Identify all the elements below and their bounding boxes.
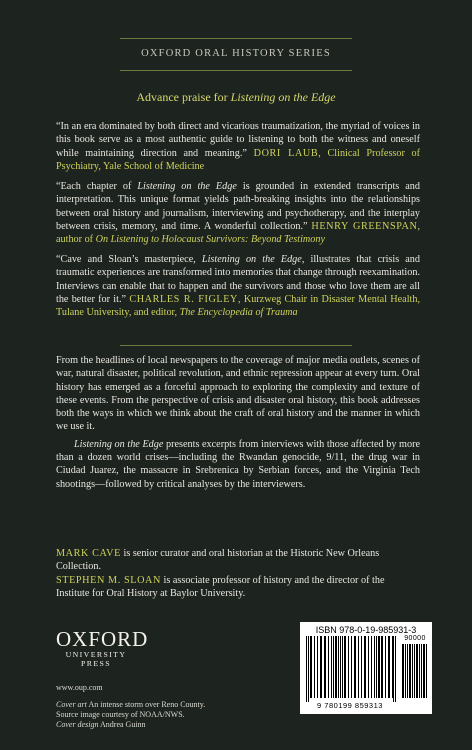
top-rule <box>120 38 352 39</box>
quote-3-text-b: , illustrates that crisis and traumatic experiences are transformed into memories that change through reexamination. Interviews can enable that to happen and the survivors and those who love them are all the better for it.” <box>56 254 420 305</box>
series-title: OXFORD ORAL HISTORY SERIES <box>141 48 331 59</box>
publisher-subtitle: UNIVERSITY PRESS <box>65 650 127 668</box>
book-description <box>56 354 420 491</box>
quote-2-text-a: “Each chapter of <box>56 181 138 192</box>
quote-1-affiliation: , Clinical Professor of Psychiatry, Yale School of Medicine <box>56 147 420 172</box>
description-para-2-text: presents excerpts from interviews with those affected by more than a dozen world crises—including the Rwandan genocide, 9/11, the drug war in Ciudad Juarez, the massacre in Srebrenica by Serbian forces, and the Virginia Tech shootings—followed by critical analyses by the interviewers. <box>56 438 420 490</box>
cover-source-text: Source image courtesy of NOAA/NWS. <box>56 710 185 720</box>
publisher-name: OXFORD <box>56 627 149 651</box>
quote-2-text-b: is grounded in extended transcripts and interpretation. This unique format yields path-breaking insights into the relationships between oral history and journalism, interviewing and psychotherapy, and the interplay between crisis, memory, and time. A wonderful collection.” <box>56 181 420 232</box>
advance-praise-heading <box>0 90 472 105</box>
description-para-2-title: Listening on the Edge <box>74 438 164 450</box>
cover-art-text: An intense storm over Reno County. <box>86 700 206 709</box>
bio-2-name: STEPHEN M. SLOAN <box>56 574 161 586</box>
praise-quote-3 <box>56 253 420 319</box>
quote-3-affiliation: , Kurzweg Chair in Disaster Mental Health, Tulane University, and editor, <box>56 293 421 319</box>
quote-2-affiliation: , author of <box>56 220 421 246</box>
isbn-number: ISBN 978-0-19-985931-3 <box>315 625 417 635</box>
quote-3-title: Listening on the Edge <box>201 254 302 265</box>
quote-2-title: Listening on the Edge <box>137 181 237 192</box>
bio-2-text: is associate professor of history and the director of the Institute for Oral History at Baylor University. <box>56 574 385 599</box>
cover-art-label: Cover art <box>56 700 87 709</box>
cover-credits <box>56 700 296 731</box>
publisher-url[interactable]: www.oup.com <box>56 683 103 692</box>
author-bios <box>56 547 420 600</box>
price-code: 90000 <box>404 635 426 642</box>
praise-rule <box>120 345 352 346</box>
advance-prefix: Advance praise for <box>136 90 231 104</box>
quote-2-author: HENRY GREENSPAN <box>311 220 418 232</box>
praise-quote-2 <box>56 180 420 246</box>
cover-design-text: Andrea Guinn <box>98 720 146 730</box>
quote-2-affiliation-title: On Listening to Holocaust Survivors: Beyond Testimony <box>95 234 326 246</box>
bio-1-name: MARK CAVE <box>56 548 121 559</box>
cover-design-label: Cover design <box>56 720 99 730</box>
quote-1-author: DORI LAUB <box>253 147 319 159</box>
bio-1-text: is senior curator and oral historian at the Historic New Orleans Collection. <box>56 548 380 573</box>
barcode-digits: 9 780199 859313 <box>317 701 383 710</box>
quote-1-text: “In an era dominated by both direct and vicarious traumatization, the myriad of voices in this book serve as a most authentic guide to listening to both the witness and oneself while maintaining direction and meaning.” <box>56 121 420 159</box>
bio-mark-cave <box>56 547 420 574</box>
isbn-barcode <box>300 622 432 714</box>
description-para-1: From the headlines of local newspapers to the coverage of major media outlets, scenes of war, natural disaster, political revolution, and ethnic repression appear at every turn. Oral history has emerged as a forceful approach to exploring the complexity and texture of these events. From the perspective of crisis and disaster oral history, this book addresses both the ways in which we think about the craft of oral history and the manner in which we use it. <box>56 355 420 433</box>
quote-3-text-a: “Cave and Sloan’s masterpiece, <box>56 254 202 265</box>
praise-quote-1 <box>56 120 420 173</box>
description-para-2 <box>56 438 420 491</box>
series-rule <box>120 70 352 71</box>
quote-3-affiliation-title: The Encyclopedia of Trauma <box>179 307 298 319</box>
publisher-logo <box>56 627 149 668</box>
advance-book-title: Listening on the Edge <box>230 90 336 104</box>
bio-stephen-sloan <box>56 574 420 601</box>
quote-3-author: CHARLES R. FIGLEY <box>129 293 239 305</box>
